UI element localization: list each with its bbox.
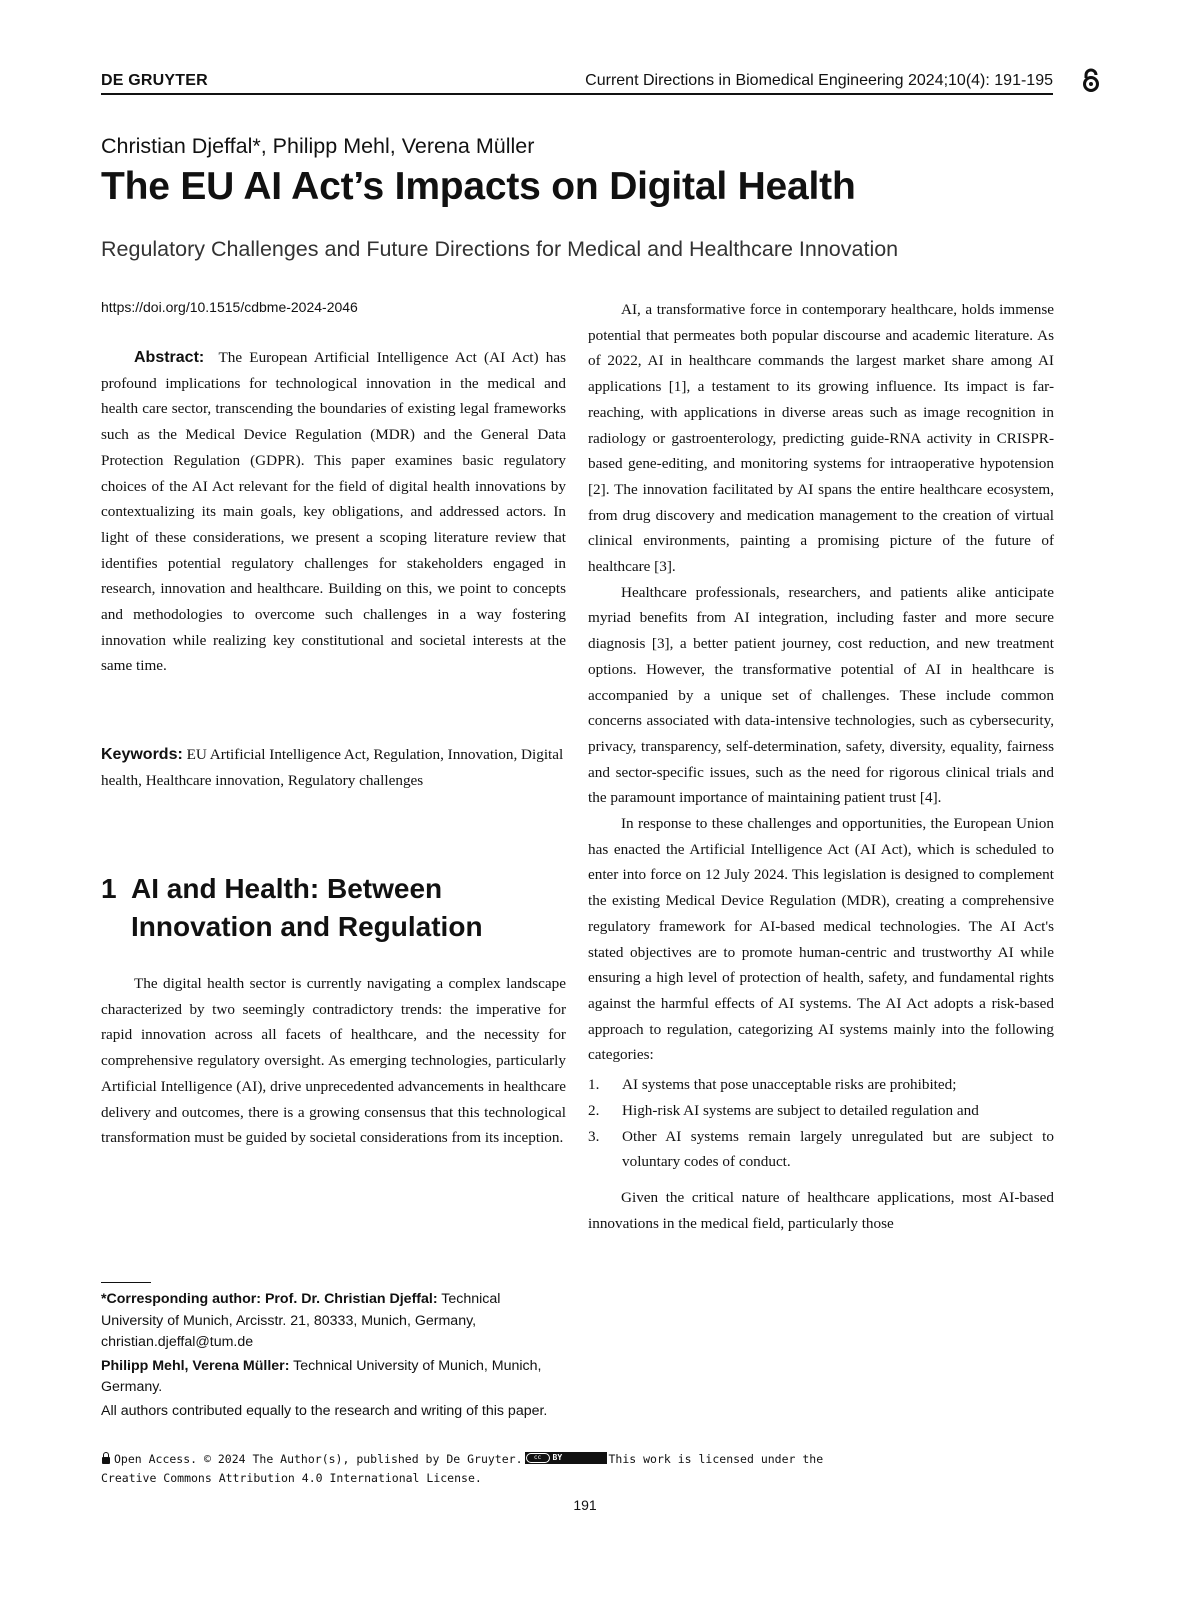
license-link[interactable]: Creative Commons Attribution 4.0 International License. bbox=[101, 1471, 482, 1485]
paragraph: Healthcare professionals, researchers, and patients alike anticipate myriad benefits from AI integration, including faster and more secure diagnosis [3], a better patient journey, cost reduction, and new treatment options. However, the transformative potential of AI in healthcare is accompanied by a unique set of challenges. These include common concerns associated with data-intensive technologies, such as cybersecurity, privacy, transparency, self-determination, safety, diversity, equality, fairness and sector-specific issues, such as the need for rigorous clinical trials and the paramount importance of maintaining patient trust [4]. bbox=[588, 583, 1054, 807]
section-paragraph: The digital health sector is currently navigating a complex landscape characterized by two seemingly contradictory trends: the imperative for rapid innovation across all facets of healthcare, and the necessity for comprehensive regulatory oversight. As emerging technologies, particularly Artificial Intelligence (AI), drive unprecedented advancements in healthcare delivery and outcomes, there is a growing consensus that this technological transformation must be guided by societal considerations from its inception. bbox=[101, 975, 566, 1147]
running-header bbox=[101, 70, 1053, 94]
paper-subtitle: Regulatory Challenges and Future Directions for Medical and Healthcare Innovation bbox=[101, 237, 899, 261]
publisher-name: DE GRUYTER bbox=[101, 72, 208, 89]
page-number: 191 bbox=[573, 1497, 597, 1513]
abstract bbox=[101, 345, 566, 679]
risk-category-list bbox=[588, 1072, 1054, 1175]
list-item: 2. High-risk AI systems are subject to detailed regulation and bbox=[588, 1101, 979, 1119]
list-item: 1. AI systems that pose unacceptable risks are prohibited; bbox=[588, 1076, 957, 1094]
section-number: 1 bbox=[101, 873, 117, 904]
paragraph: Given the critical nature of healthcare applications, most AI-based innovations in the medical field, particularly those bbox=[588, 1188, 1054, 1232]
keywords-text: EU Artificial Intelligence Act, Regulation, Innovation, Digital health, Healthcare innovation, Regulatory challenges bbox=[101, 746, 564, 789]
journal-citation: Current Directions in Biomedical Engineering 2024;10(4): 191-195 bbox=[585, 72, 1053, 89]
section-title: AI and Health: Between Innovation and Regulation bbox=[131, 873, 483, 942]
doi-link[interactable]: https://doi.org/10.1515/cdbme-2024-2046 bbox=[101, 299, 358, 315]
corresponding-label: *Corresponding author: Prof. Dr. Christian Djeffal: bbox=[101, 1291, 438, 1307]
license-notice bbox=[101, 1450, 861, 1488]
cc-by-badge-icon[interactable]: cc BY bbox=[525, 1452, 607, 1464]
footnote bbox=[101, 1289, 561, 1424]
license-text-2: This work is licensed under the bbox=[608, 1452, 824, 1466]
coauthors-text: Technical University of Munich, Munich, Germany. bbox=[101, 1357, 542, 1395]
abstract-label: Abstract: bbox=[134, 349, 205, 366]
corresponding-text: Technical University of Munich, Arcisstr. 21, 80333, Munich, Germany, christian.djeffal@tum.de bbox=[101, 1291, 501, 1350]
footnote-rule bbox=[101, 1282, 151, 1283]
open-access-icon bbox=[1078, 68, 1104, 94]
header-rule bbox=[101, 93, 1053, 95]
section-body bbox=[101, 971, 566, 1151]
abstract-text: The European Artificial Intelligence Act (AI Act) has profound implications for technological innovation in the medical and health care sector, transcending the boundaries of existing legal frameworks such as the Medical Device Regulation (MDR) and the General Data Protection Regulation (GDPR). This paper examines basic regulatory choices of the AI Act relevant for the field of digital health innovations by contextualizing its main goals, key obligations, and addressed actors. In light of these considerations, we present a scoping literature review that identifies potential regulatory challenges for stakeholders engaged in research, innovation and healthcare. Building on this, we point to concepts and methodologies to overcome such challenges in a way fostering innovation while realizing key constitutional and societal interests at the same time. bbox=[101, 349, 567, 675]
paper-title: The EU AI Act’s Impacts on Digital Health bbox=[101, 165, 856, 208]
lock-icon bbox=[101, 1452, 111, 1464]
right-column bbox=[588, 297, 1054, 1236]
list-item: 3. Other AI systems remain largely unregulated but are subject to voluntary codes of conduct. bbox=[588, 1127, 1054, 1171]
contribution-note: All authors contributed equally to the research and writing of this paper. bbox=[101, 1402, 548, 1419]
coauthors-label: Philipp Mehl, Verena Müller: bbox=[101, 1357, 290, 1374]
paragraph: In response to these challenges and opportunities, the European Union has enacted the Artificial Intelligence Act (AI Act), which is scheduled to enter into force on 12 July 2024. This legislation is designed to complement the existing Medical Device Regulation (MDR), creating a comprehensive regulatory framework for AI-based medical technologies. The AI Act's stated objectives are to promote human-centric and trustworthy AI while ensuring a high level of protection of health, safety, and fundamental rights against the harmful effects of AI systems. The AI Act adopts a risk-based approach to regulation, categorizing AI systems mainly into the following categories: bbox=[588, 815, 1054, 1064]
keywords-label: Keywords: bbox=[101, 746, 183, 763]
paragraph: AI, a transformative force in contemporary healthcare, holds immense potential that permeates both popular discourse and academic literature. As of 2022, AI in healthcare commands the largest market share among AI applications [1], a testament to its growing influence. Its impact is far-reaching, with applications in diverse areas such as image recognition in radiology or gastroenterology, predicting guide-RNA activity in CRISPR-based gene-editing, and monitoring systems for intraoperative hypotension [2]. The innovation facilitated by AI spans the entire healthcare ecosystem, from drug discovery and medication management to the creation of virtual clinical environments, painting a promising picture of the future of healthcare [3]. bbox=[588, 301, 1054, 576]
keywords bbox=[101, 742, 566, 793]
author-list: Christian Djeffal*, Philipp Mehl, Verena Müller bbox=[101, 134, 535, 158]
license-text-1: Open Access. © 2024 The Author(s), published by De Gruyter. bbox=[114, 1452, 523, 1466]
